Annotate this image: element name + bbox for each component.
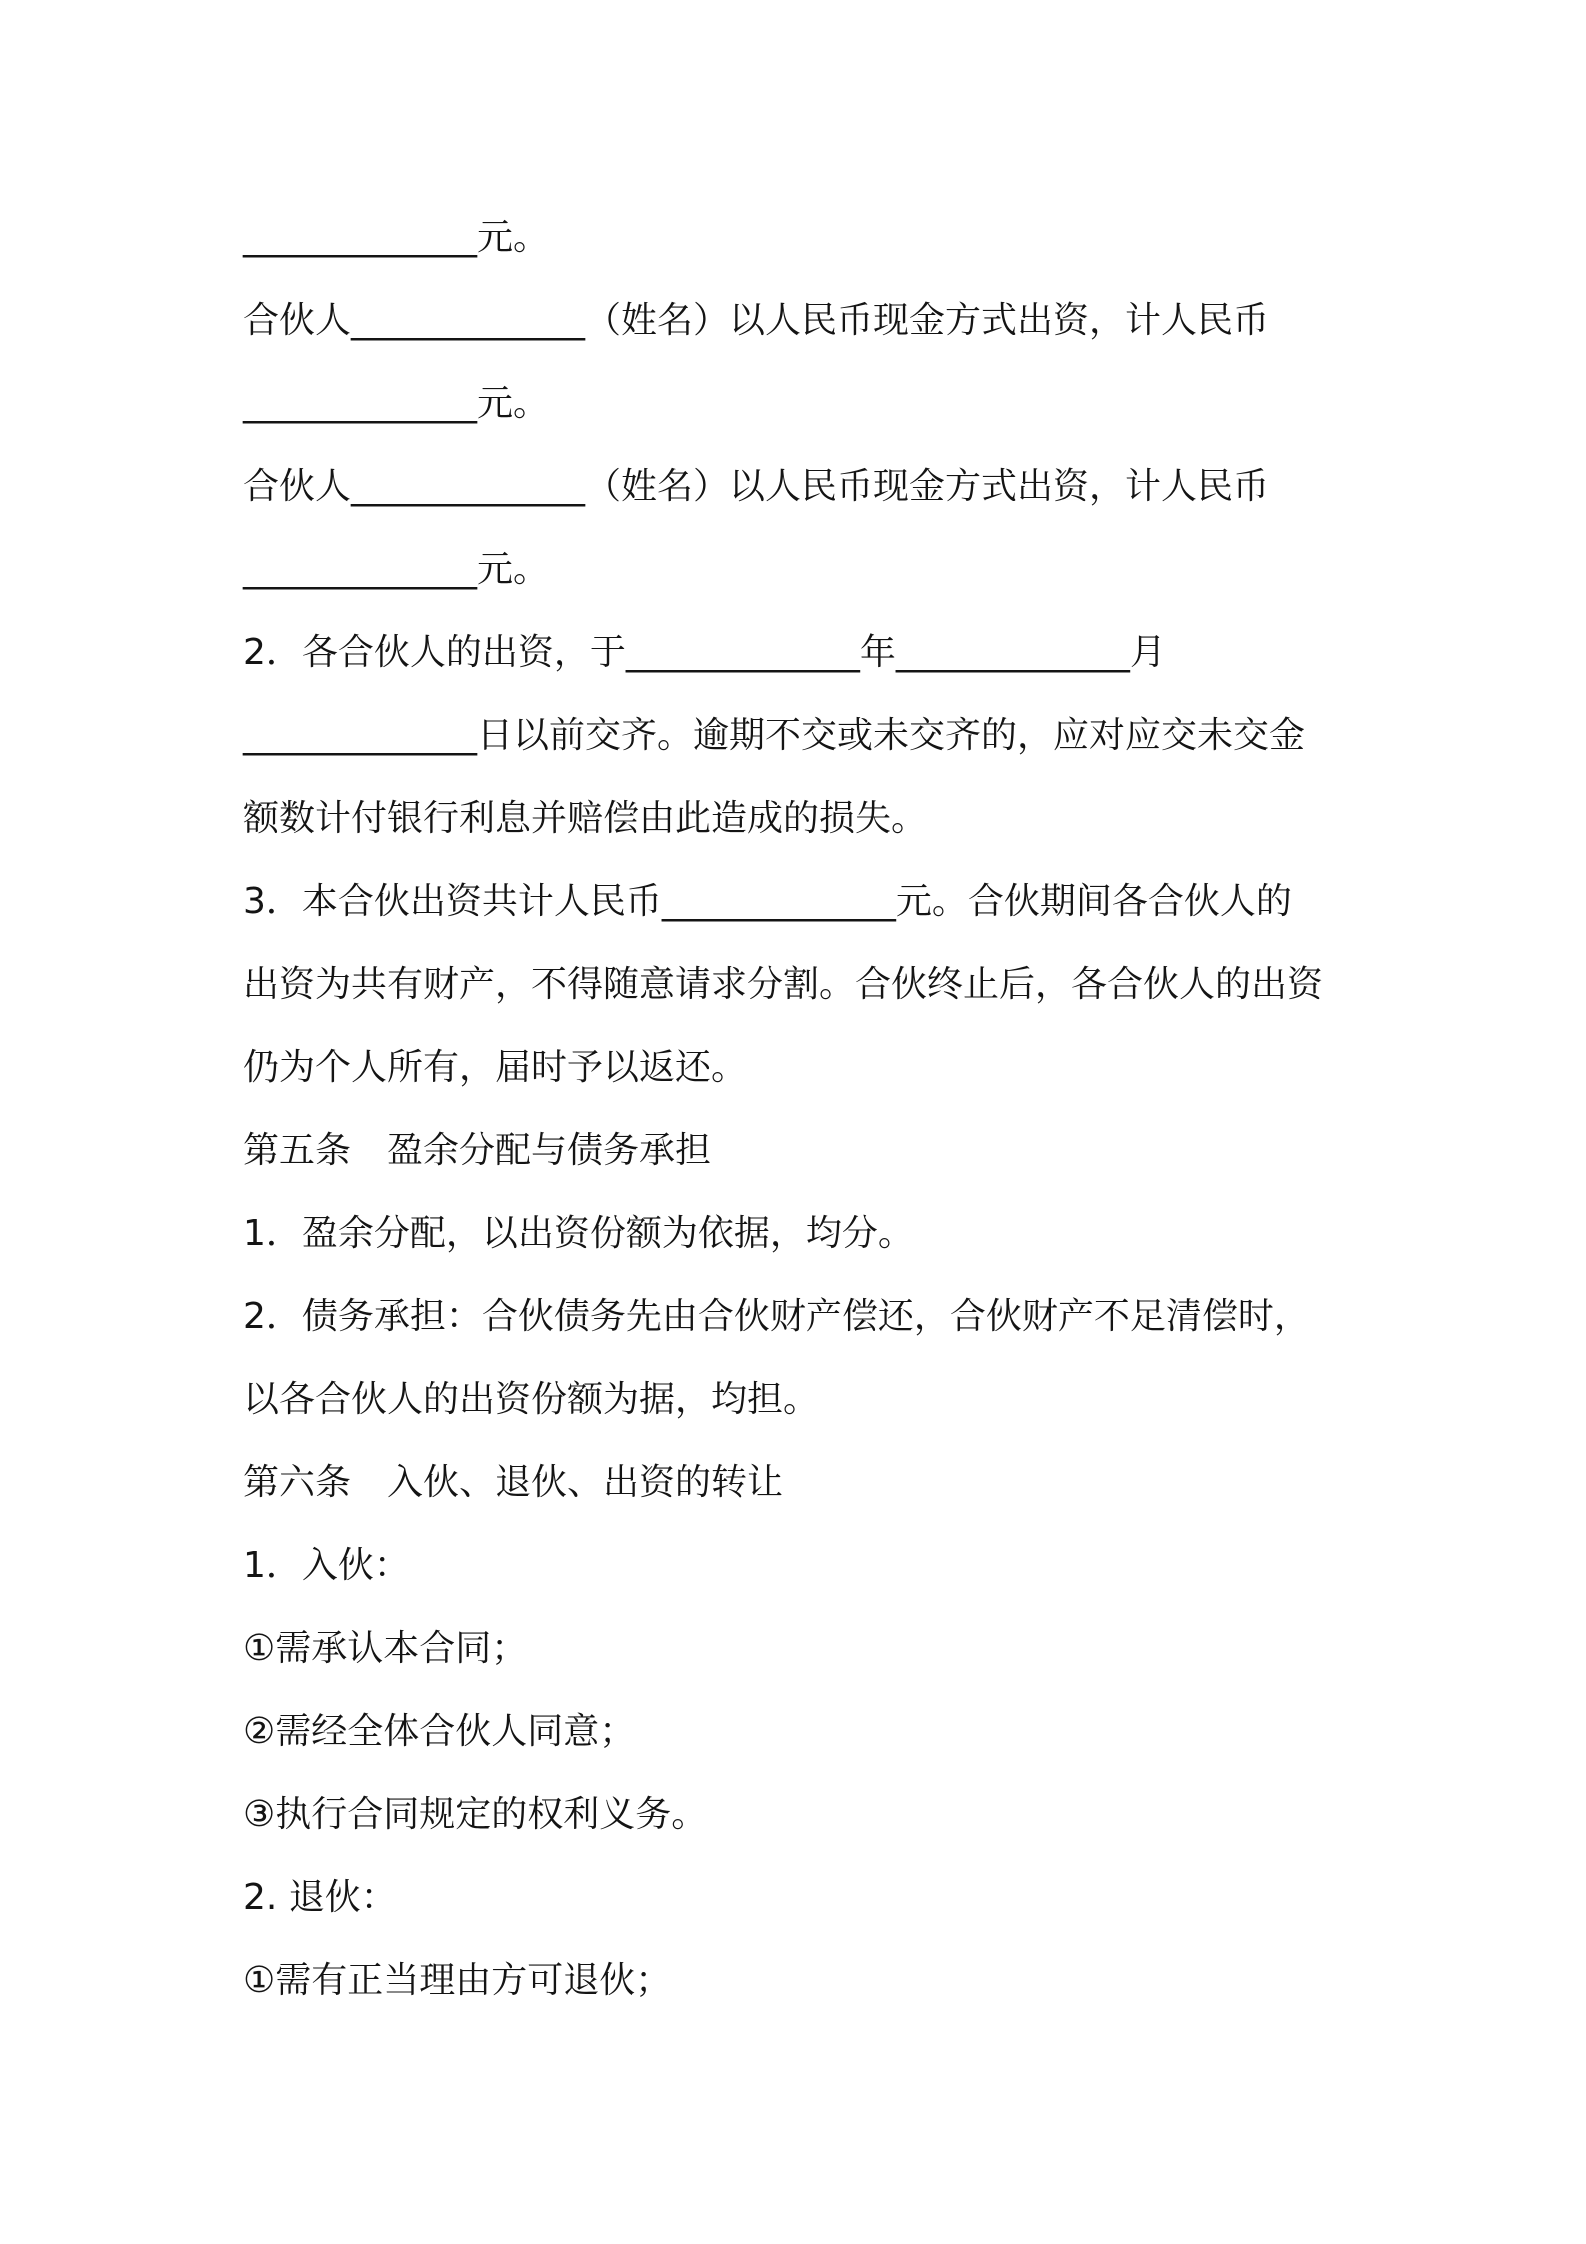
list-item: ①需有正当理由方可退伙； (243, 1960, 672, 2001)
text-line: 1．入伙： (243, 1545, 410, 1586)
text-line: 1．盈余分配，以出资份额为依据，均分。 (243, 1213, 914, 1254)
text-line: _____________日以前交齐。逾期不交或未交齐的，应对应交未交金 (243, 715, 1306, 756)
text-line: 2. 退伙： (243, 1877, 397, 1918)
text-line: 2．各合伙人的出资，于_____________年_____________月 (243, 632, 1166, 673)
text-line: 额数计付银行利息并赔偿由此造成的损失。 (243, 798, 928, 839)
section-heading: 第五条 盈余分配与债务承担 (243, 1130, 712, 1171)
list-item: ②需经全体合伙人同意； (243, 1711, 636, 1752)
text-line: 以各合伙人的出资份额为据，均担。 (243, 1379, 820, 1420)
text-line: _____________元。 (243, 383, 550, 424)
section-heading: 第六条 入伙、退伙、出资的转让 (243, 1462, 784, 1503)
text-line: _____________元。 (243, 549, 550, 590)
text-line: 合伙人_____________（姓名）以人民币现金方式出资，计人民币 (243, 466, 1270, 507)
list-item: ①需承认本合同； (243, 1628, 528, 1669)
text-line: 合伙人_____________（姓名）以人民币现金方式出资，计人民币 (243, 300, 1270, 341)
text-line: 出资为共有财产，不得随意请求分割。合伙终止后，各合伙人的出资 (243, 964, 1324, 1005)
text-line: 仍为个人所有，届时予以返还。 (243, 1047, 748, 1088)
text-line: _____________元。 (243, 217, 550, 258)
list-item: ③执行合同规定的权利义务。 (243, 1794, 708, 1835)
text-line: 2．债务承担：合伙债务先由合伙财产偿还，合伙财产不足清偿时， (243, 1296, 1310, 1337)
document-body (243, 196, 1363, 2022)
text-line: 3．本合伙出资共计人民币_____________元。合伙期间各合伙人的 (243, 881, 1292, 922)
